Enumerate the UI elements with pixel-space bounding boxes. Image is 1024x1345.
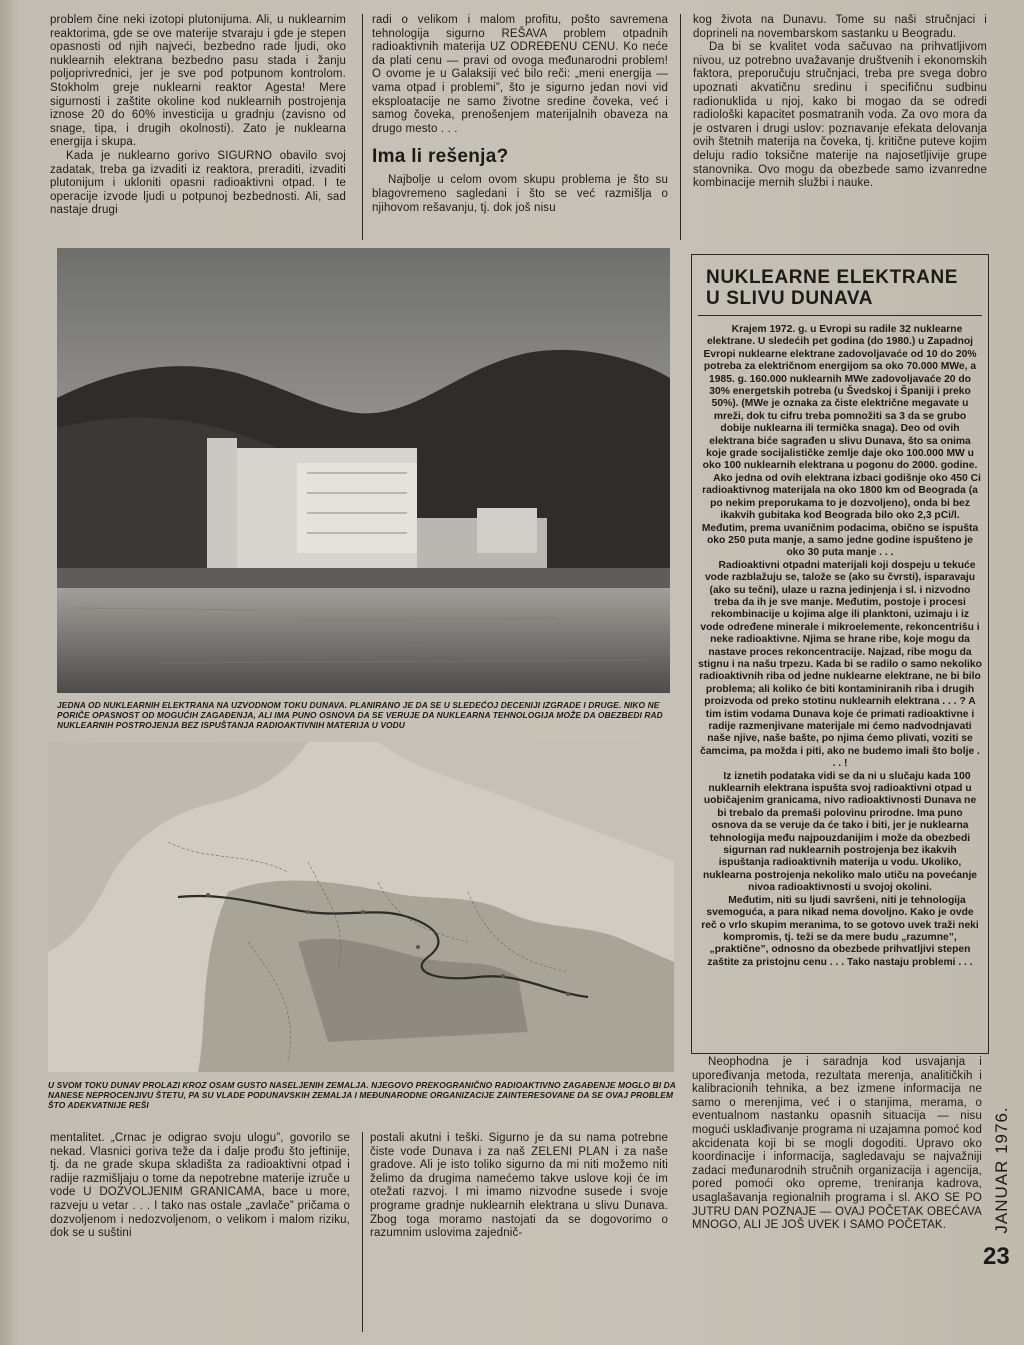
photo-illustration [57, 248, 670, 693]
box-paragraph: Krajem 1972. g. u Evropi su radile 32 nuklearne elektrane. U sledećih pet godina (do 1980.) u Zapadnoj Evropi nuklearne elektrane zadovoljavaće od 10 do 20% potreba za električnom energijom sa oko 70.000 MWe, a 1985. g. 160.000 nuklearnih MWe zadovoljavaće 20 do 30% energetskih potreba (u Švedskoj i Španiji i preko 50%). (MWe je oznaka za čiste električne megavate u mreži, dok tu cifru treba pomnožiti sa 3 da se grubo dobije nuklearna ili termička snaga). Deo od ovih elektrana biće sagrađen u slivu Dunava, što sa onima koje grade socijalističke zemlje daje oko 100.000 MW u oko 100 nuklearnih elektrana u pogonu do 2000. godine. [702, 324, 978, 472]
box-paragraph: Međutim, niti su ljudi savršeni, niti je tehnologija svemoguća, a para nikad nema dovoljno. Kako je ovde reč o vrlo skupim meranima, to se gotovo uvek traži neki kompromis, tj. teži se da mere budu „razumne”, „praktične”, odnosno da obezbede prihvatljivi stepen zaštite za pristojnu cenu . . . Tako nastaju problemi . . . [701, 894, 979, 968]
column-rule [362, 14, 363, 240]
box-paragraph: Ako jedna od ovih elektrana izbaci godišnje oko 450 Ci radioaktivnog materijala na oko 1800 km od Beograda (a po nekim preporukama to je dozvoljeno), onda bi bez ikakvih gubitaka kod Beograda bilo oko 2,3 pCi/l. Međutim, prema uvaničnim podacima, obično se ispušta oko 250 puta manje, a samo jedne godine ispušteno je oko 30 puta manje . . . [701, 472, 981, 559]
paragraph: mentalitet. „Crnac je odigrao svoju ulogu”, govorilo se nekad. Vlasnici goriva teže da i dalje prođu što jeftinije, tj. da ne grade skupa skladišta za radioaktivni otpad i radije razmišljaju o tome da nepotrebne materije izruče u vode U DOZVOLJENIM GRANICAMA, bace u more, razveju u vetar . . . I tako nas ostale „zavlače” pričama o dozvoljenom i nedozvoljenom, o velikom i malom riziku, dok se u suštini [50, 1132, 350, 1240]
column-left-top [50, 14, 346, 242]
column-rule [362, 1132, 363, 1332]
page-number: 23 [983, 1243, 1010, 1270]
nuclear-plant-photo [57, 248, 670, 693]
paragraph: radi o velikom i malom profitu, pošto savremena tehnologija sigurno REŠAVA problem otpadnih radioaktivnih materija UZ ODREĐENU CENU. Ko neće da plati cenu — pravi od ovoga međunarodni problem! O ovome je u Galaksiji već bilo reči: „meni energija — vama otpad i problemi”, što je sigurno jedan novi vid eksploatacije ne samo životne sredine čoveka, već i samog čoveka, prenošenjem materijalnih obaveza na drugo mesto . . . [372, 14, 668, 135]
column-rule [680, 14, 681, 240]
column-right-top [693, 14, 987, 242]
column-right-bottom [692, 1056, 982, 1276]
column-left-bottom [50, 1132, 350, 1332]
paragraph: Da bi se kvalitet voda sačuvao na prihvatljivom nivou, uz potrebno uvažavanje društvenih i ekonomskih faktora, preporučuju stručnjaci, treba pre svega dobro upoznati akvatičnu sredinu i specifičnu sudbinu radionuklida u njoj, kako bi mogao da se odredi radiološki kapacitet posmatranih voda. Za ovo mora da je ostvaren i drugi uslov: poznavanje efekata delovanja ovih štetnih materija na čoveka, tj. kritične puteve kojim deluju radio toksične materije na najosetljivije grupe stanovnika. Ovo mogu da obezbede samo izvanredne kombinacije mernih službi i nauke. [693, 41, 987, 190]
box-title-line-1: NUKLEARNE ELEKTRANE [706, 267, 959, 288]
paragraph: postali akutni i teški. Sigurno je da su nama potrebne čiste vode Dunava i za naš ZELENI PLAN i za naše gradove. Ali je isto toliko sigurno da mi niti možemo niti želimo da drugima namećemo takve uslove koji će im otežati razvoj. I mi imamo nizvodne susede i svoje programe gradnje nuklearnih elektrana u slivu Dunava. Zbog toga moramo nastojati da se dogovorimo o razumnim uslovima zajednič- [370, 1132, 668, 1240]
paragraph: problem čine neki izotopi plutonijuma. Ali, u nuklearnim reaktorima, gde se ove materije stvaraju i gde je stepen opasnosti od njih najveći, bezbedno rade ljudi, oko nuklearnih elektrana bezbedno pasu stada i žanju poljoprivrednici, jer je sve pod potpunom kontrolom. Stokholm greje nuklearni reaktor Agesta! Mere sigurnosti i zaštite okoline kod nuklearnih postrojenja iznose 20 do 60% investicija u gradnju (zavisno od snage, tipa, i drugih okolnosti). Zato je nuklearna energija i skupa. [50, 14, 346, 149]
sidebar-box [691, 254, 989, 1054]
section-heading: Ima li rešenja? [372, 146, 509, 168]
issue-date: JANUAR 1976. [992, 1106, 1011, 1234]
photo-caption: JEDNA OD NUKLEARNIH ELEKTRANA NA UZVODNOM TOKU DUNAVA. PLANIRANO JE DA SE U SLEDEĆOJ DECENIJI IZGRADE I DRUGE. NIKO NE PORIČE OPASNOST OD MOGUĆIH ZAGAĐENJA, ALI IMA PUNO OSNOVA DA SE VERUJE DA NUKLEARNA TEHNOLOGIJA MOŽE DA OBEZBEDI RAD NUKLEARNIH POSTROJENJA BEZ ISPUŠTANJA RADIOAKTIVNIH MATERIJA U VODU [57, 700, 663, 731]
column-middle-bottom [370, 1132, 668, 1332]
box-paragraph: Iz iznetih podataka vidi se da ni u slučaju kada 100 nuklearnih elektrana ispušta svoj radioaktivni otpad u uobičajenim granicama, nivo radioaktivnosti Dunava ne bi trebalo da premaši polovinu prirodne. Ima puno osnova da se veruje da će tako i biti, jer je nuklearna tehnologija među najpouzdanijim i može da obezbedi sigurnan rad nuklearnih postrojenja bez ikakvih ispuštanja radioaktivnih materija u vodu. Ukoliko, nuklearna postrojenja nekoliko malo utiču na povećanje nivoa radioaktivnosti u svojoj okolini. [702, 770, 978, 894]
paragraph: Najbolje u celom ovom skupu problema je što su blagovremeno sagledani i što se već razmišlja o njihovom rešavanju, tj. dok još nisu [372, 174, 668, 214]
column-middle-top [372, 14, 668, 242]
paragraph: kog života na Dunavu. Tome su naši stručnjaci i doprineli na novembarskom sastanku u Beogradu. [693, 14, 987, 40]
box-title-rule [698, 315, 982, 316]
paragraph: Kada je nuklearno gorivo SIGURNO obavilo svoj zadatak, treba ga izvaditi iz reaktora, preraditi, izvaditi plutonijum i ukloniti opasni radioaktivni otpad. I te operacije izvode ljudi u potpunoj bezbednosti. Ali, sad nastaje drugi [50, 149, 346, 217]
map-caption: U SVOM TOKU DUNAV PROLAZI KROZ OSAM GUSTO NASELJENIH ZEMALJA. NJEGOVO PREKOGRANIČNO RADIOAKTIVNO ZAGAĐENJE MOGLO BI DA NANESE NEPROCENJIVU ŠTETU, PA SU VLADE PODUNAVSKIH ZEMALJA I MEĐUNARODNE ORGANIZACIJE ZAINTERESOVANE DA SE OVAJ PROBLEM ŠTO ADEKVATNIJE REŠI [48, 1080, 676, 1111]
box-title-line-2: U SLIVU DUNAVA [706, 288, 874, 309]
box-body [698, 324, 982, 969]
danube-map [48, 742, 674, 1072]
box-paragraph: Radioaktivni otpadni materijali koji dospeju u tekuće vode razblažuju se, talože se (ako su čvrsti), isparavaju (ako su tečni), ulaze u razna jedinjenja i sl. i nizvodno treba da ih je sve manje. Međutim, postoje i procesi rekombinacije u kojima alge ili planktoni, uzimaju i iz vode određene minerale i mikroelemente, rekoncentrišu i neke radioaktivne. Njima se hrane ribe, koje mogu da nastave proces rekoncentracije. Najzad, ribe mogu da stignu i na našu trpezu. Kada bi se radilo o samo nekoliko radioaktivnih riba od jedne nuklearne elektrane, ne bi bilo problema; ali koliko će biti kontaminiranih riba i drugih proizvoda od preko stotinu nuklearnih elektrana . . . ? A tim istim vodama Dunava koje će primati radioaktivne i radije razmenjivane materijale mi ćemo nadvodnjavati naše njive, naše bašte, po njima ćemo plivati, voziti se čamcima, pa možda i piti, ako ne budemo imali što bolje . . . ! [698, 559, 982, 770]
paragraph: Neophodna je i saradnja kod usvajanja i upoređivanja metoda, rezultata merenja, analitičkih i kalibracionih tehnika, a bez izmene informacija ne samo o merenjima, već i o stanjima, merama, o eventualnom nastanku opasnih situacija — nisu mogući usklađivanje programa ni uzajamna pomoć kod akcidenata koji bi se mogli dogoditi. Upravo oko koordinacije i informacija, sagledavaju se najvažniji zadaci međunarodnih stručnih organizacija i agencija, pored pomoći oko opreme, treniranja kadrova, usaglašavanja regionalnih programa i sl. AKO SE PO JUTRU DAN POZNAJE — OVAJ POČETAK OBEĆAVA MNOGO, ALI JE JOŠ UVEK I SAMO POČETAK. [692, 1056, 982, 1232]
map-illustration [48, 742, 674, 1072]
